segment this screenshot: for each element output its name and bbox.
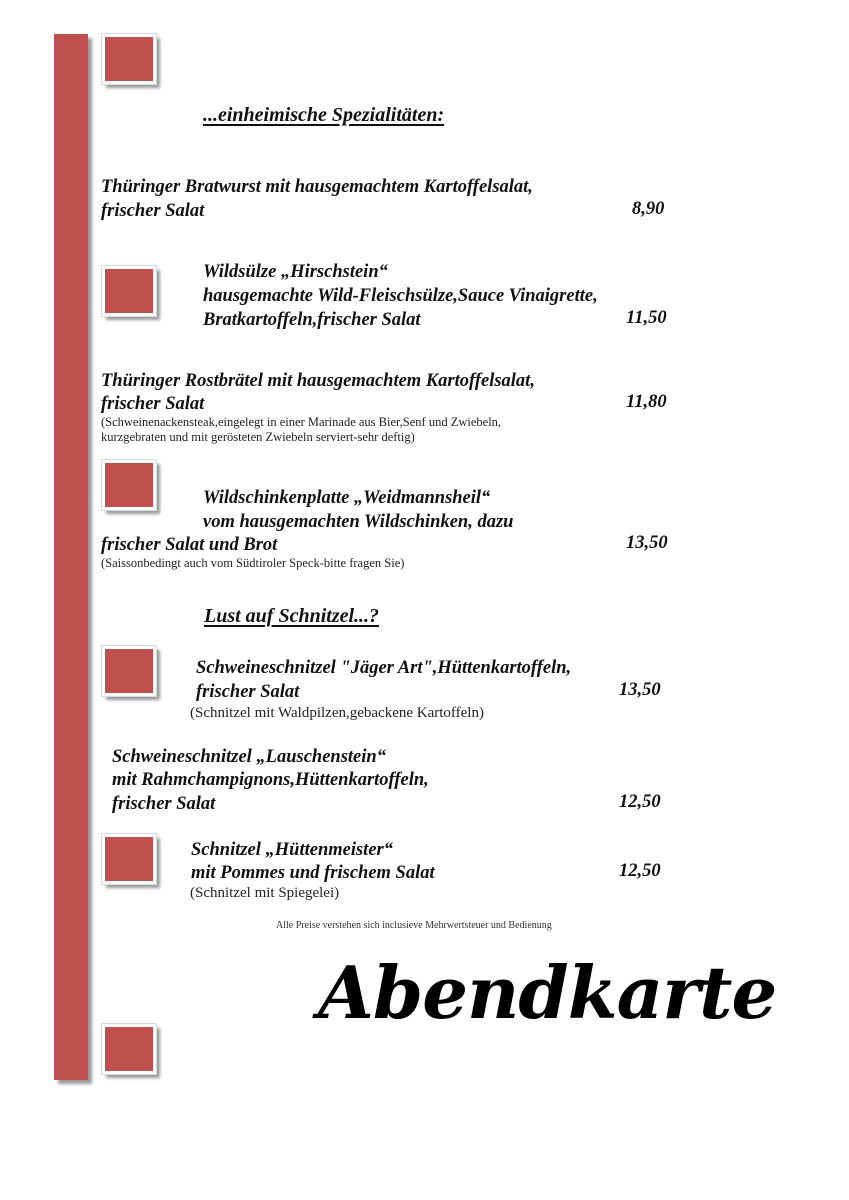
section-heading-specialties: ...einheimische Spezialitäten: <box>203 104 445 126</box>
item-price: 8,90 <box>632 199 665 219</box>
decorative-square <box>102 1024 156 1074</box>
item-description: Bratkartoffeln,frischer Salat <box>203 310 421 330</box>
decorative-square <box>102 834 156 884</box>
item-price: 13,50 <box>626 533 668 553</box>
item-name: Schnitzel „Hüttenmeister“ <box>191 840 393 860</box>
section-heading-schnitzel: Lust auf Schnitzel...? <box>204 605 380 627</box>
item-name: Wildsülze „Hirschstein“ <box>203 262 388 282</box>
item-note: (Schnitzel mit Spiegelei) <box>190 885 340 901</box>
item-note: (Schnitzel mit Waldpilzen,gebackene Kartoffeln) <box>190 705 484 721</box>
item-description: frischer Salat <box>101 201 205 221</box>
decorative-square <box>102 646 156 696</box>
item-price: 13,50 <box>619 680 661 700</box>
item-note: kurzgebraten und mit gerösteten Zwiebeln serviert-sehr deftig) <box>101 430 415 444</box>
item-description: vom hausgemachten Wildschinken, dazu <box>203 512 514 532</box>
item-price: 11,50 <box>626 308 667 328</box>
decorative-square <box>102 266 156 316</box>
item-description: frischer Salat <box>196 682 300 702</box>
menu-title: Abendkarte <box>318 950 777 1035</box>
item-price: 12,50 <box>619 792 661 812</box>
item-description: frischer Salat <box>101 394 205 414</box>
item-note: (Saissonbedingt auch vom Südtiroler Speck-bitte fragen Sie) <box>101 556 405 570</box>
decorative-square <box>102 34 156 84</box>
item-description: hausgemachte Wild-Fleischsülze,Sauce Vinaigrette, <box>203 286 598 306</box>
item-name: Schweineschnitzel „Lauschenstein“ <box>112 747 386 767</box>
item-name: Thüringer Rostbrätel mit hausgemachtem Kartoffelsalat, <box>101 371 535 391</box>
item-price: 12,50 <box>619 861 661 881</box>
item-price: 11,80 <box>626 392 667 412</box>
footer-note: Alle Preise verstehen sich inclusieve Mehrwertsteuer und Bedienung <box>276 920 552 931</box>
item-description: frischer Salat und Brot <box>101 535 278 555</box>
item-description: mit Pommes und frischem Salat <box>191 863 435 883</box>
decorative-stripe <box>54 34 88 1080</box>
item-description: mit Rahmchampignons,Hüttenkartoffeln, <box>112 770 429 790</box>
item-note: (Schweinenackensteak,eingelegt in einer Marinade aus Bier,Senf und Zwiebeln, <box>101 415 502 429</box>
item-name: Thüringer Bratwurst mit hausgemachtem Kartoffelsalat, <box>101 177 533 197</box>
item-description: frischer Salat <box>112 794 216 814</box>
item-name: Wildschinkenplatte „Weidmannsheil“ <box>203 488 491 508</box>
item-name: Schweineschnitzel "Jäger Art",Hüttenkartoffeln, <box>196 658 572 678</box>
decorative-square <box>102 460 156 510</box>
